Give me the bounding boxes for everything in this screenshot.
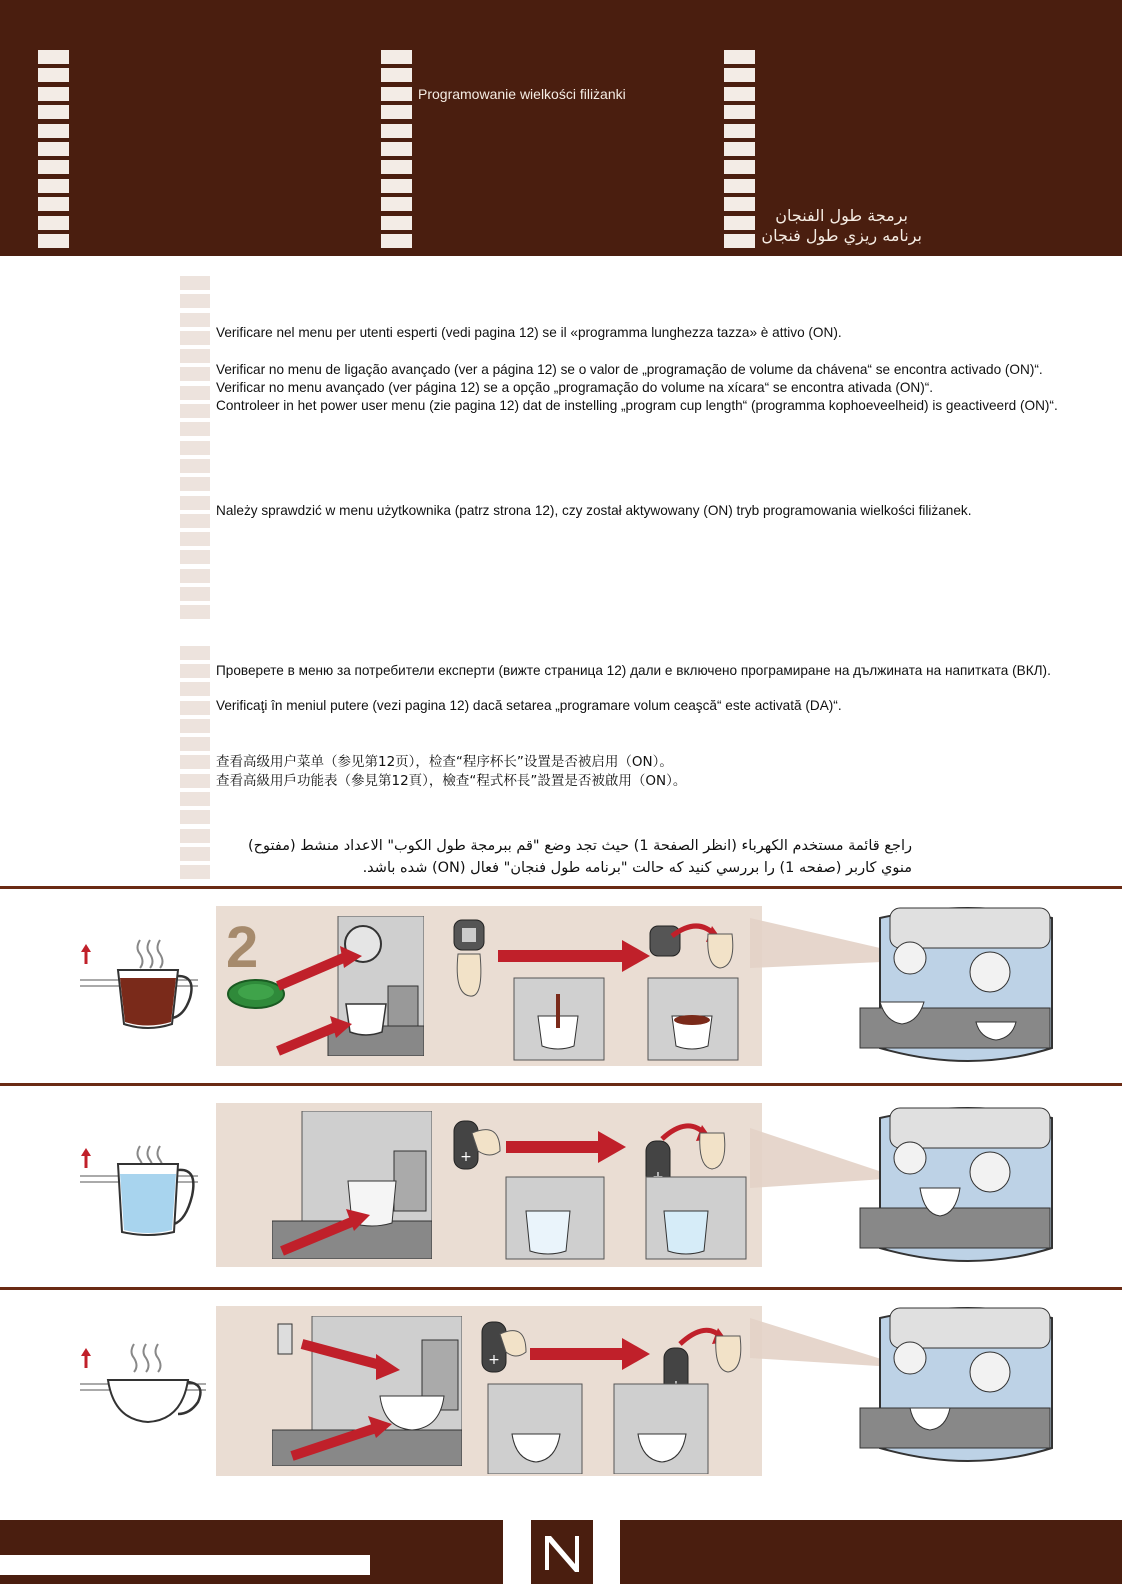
language-tab-column-1 xyxy=(38,50,69,252)
svg-text:+: + xyxy=(488,1352,500,1368)
instruction-portuguese-pt: Verificar no menu de ligação avançado (ver a página 12) se o valor de „programação de volume da chávena“ se encontra activado (ON)“. xyxy=(216,362,1043,377)
espresso-cup-icon xyxy=(78,936,198,1036)
instruction-portuguese-br: Verificar no menu avançado (ver página 12) se a opção „programação do volume na xícara“ se encontra ativada (ON)“. xyxy=(216,380,934,395)
footer-right-band xyxy=(620,1520,1122,1584)
instruction-polish: Należy sprawdzić w menu użytkownika (patrz strona 12), czy został aktywowany (ON) tryb programowania wielkości filiżanek. xyxy=(216,503,972,518)
section-divider-2 xyxy=(0,1083,1122,1086)
instruction-farsi: منوي كاربر (صفحه 1) را بررسي كنيد كه حالت "برنامه طول فنجان" فعال (ON) شده باشد. xyxy=(362,860,912,876)
machine-overview-illustration-1 xyxy=(740,898,1070,1078)
step-panel-espresso xyxy=(216,906,762,1066)
n-logo-icon xyxy=(531,1520,593,1584)
header-title-polish: Programowanie wielkości filiżanki xyxy=(418,86,626,102)
instruction-bulgarian: Проверете в меню за потребители експерти (вижте страница 12) дали е включено програмиране на дължината на напитката (ВКЛ). xyxy=(216,663,1051,678)
button-press-sequence-lungo xyxy=(450,1111,760,1261)
step-number: 2 xyxy=(226,915,259,980)
large-cup-icon xyxy=(78,1340,208,1440)
header-title-farsi: برنامه ريزي طول فنجان xyxy=(761,226,922,245)
section-divider-3 xyxy=(0,1287,1122,1290)
step-panel-lungo xyxy=(216,1103,762,1267)
machine-detail-illustration xyxy=(268,916,424,1056)
instruction-arabic: راجع قائمة مستخدم الكهرباء (انظر الصفحة 1) حيث تجد وضع "قم ببرمجة طول الكوب" الاعداد منشط (مفتوح) xyxy=(248,838,912,854)
instruction-romanian: Verificaţi în meniul putere (vezi pagina 12) dacă setarea „programare volum ceaşcă“ este activată (DA)“. xyxy=(216,698,842,713)
machine-large-cup-illustration xyxy=(272,1316,462,1466)
instruction-italian: Verificare nel menu per utenti esperti (vedi pagina 12) se il «programma lunghezza tazza» è attivo (ON). xyxy=(216,325,842,340)
button-press-sequence xyxy=(450,916,760,1061)
lungo-cup-icon xyxy=(78,1140,198,1240)
step-panel-large-cup xyxy=(216,1306,762,1476)
language-tab-column-2 xyxy=(381,50,412,252)
footer-white-bar xyxy=(0,1555,370,1575)
brand-logo xyxy=(531,1520,593,1584)
page-header xyxy=(0,0,1122,256)
machine-water-illustration xyxy=(272,1111,432,1259)
instruction-chinese-traditional: 查看高級用戶功能表（參見第12頁），檢查“程式杯長”設置是否被啟用（ON）。 xyxy=(216,773,687,789)
header-title-arabic: برمجة طول الفنجان xyxy=(775,206,908,225)
section-divider-1 xyxy=(0,886,1122,889)
instruction-chinese-simplified: 查看高级用户菜单（参见第12页），检查“程序杯长”设置是否被启用（ON）。 xyxy=(216,754,673,770)
button-press-sequence-large-cup xyxy=(478,1314,762,1474)
machine-overview-illustration-3 xyxy=(740,1298,1070,1478)
machine-overview-illustration-2 xyxy=(740,1098,1070,1278)
language-tab-column-3 xyxy=(724,50,755,252)
instruction-dutch: Controleer in het power user menu (zie pagina 12) dat de instelling „program cup length“ (programma kophoeveelheid) is geactiveerd (ON)“. xyxy=(216,398,1058,413)
svg-text:+: + xyxy=(460,1149,472,1165)
language-tab-column-body xyxy=(180,276,210,884)
